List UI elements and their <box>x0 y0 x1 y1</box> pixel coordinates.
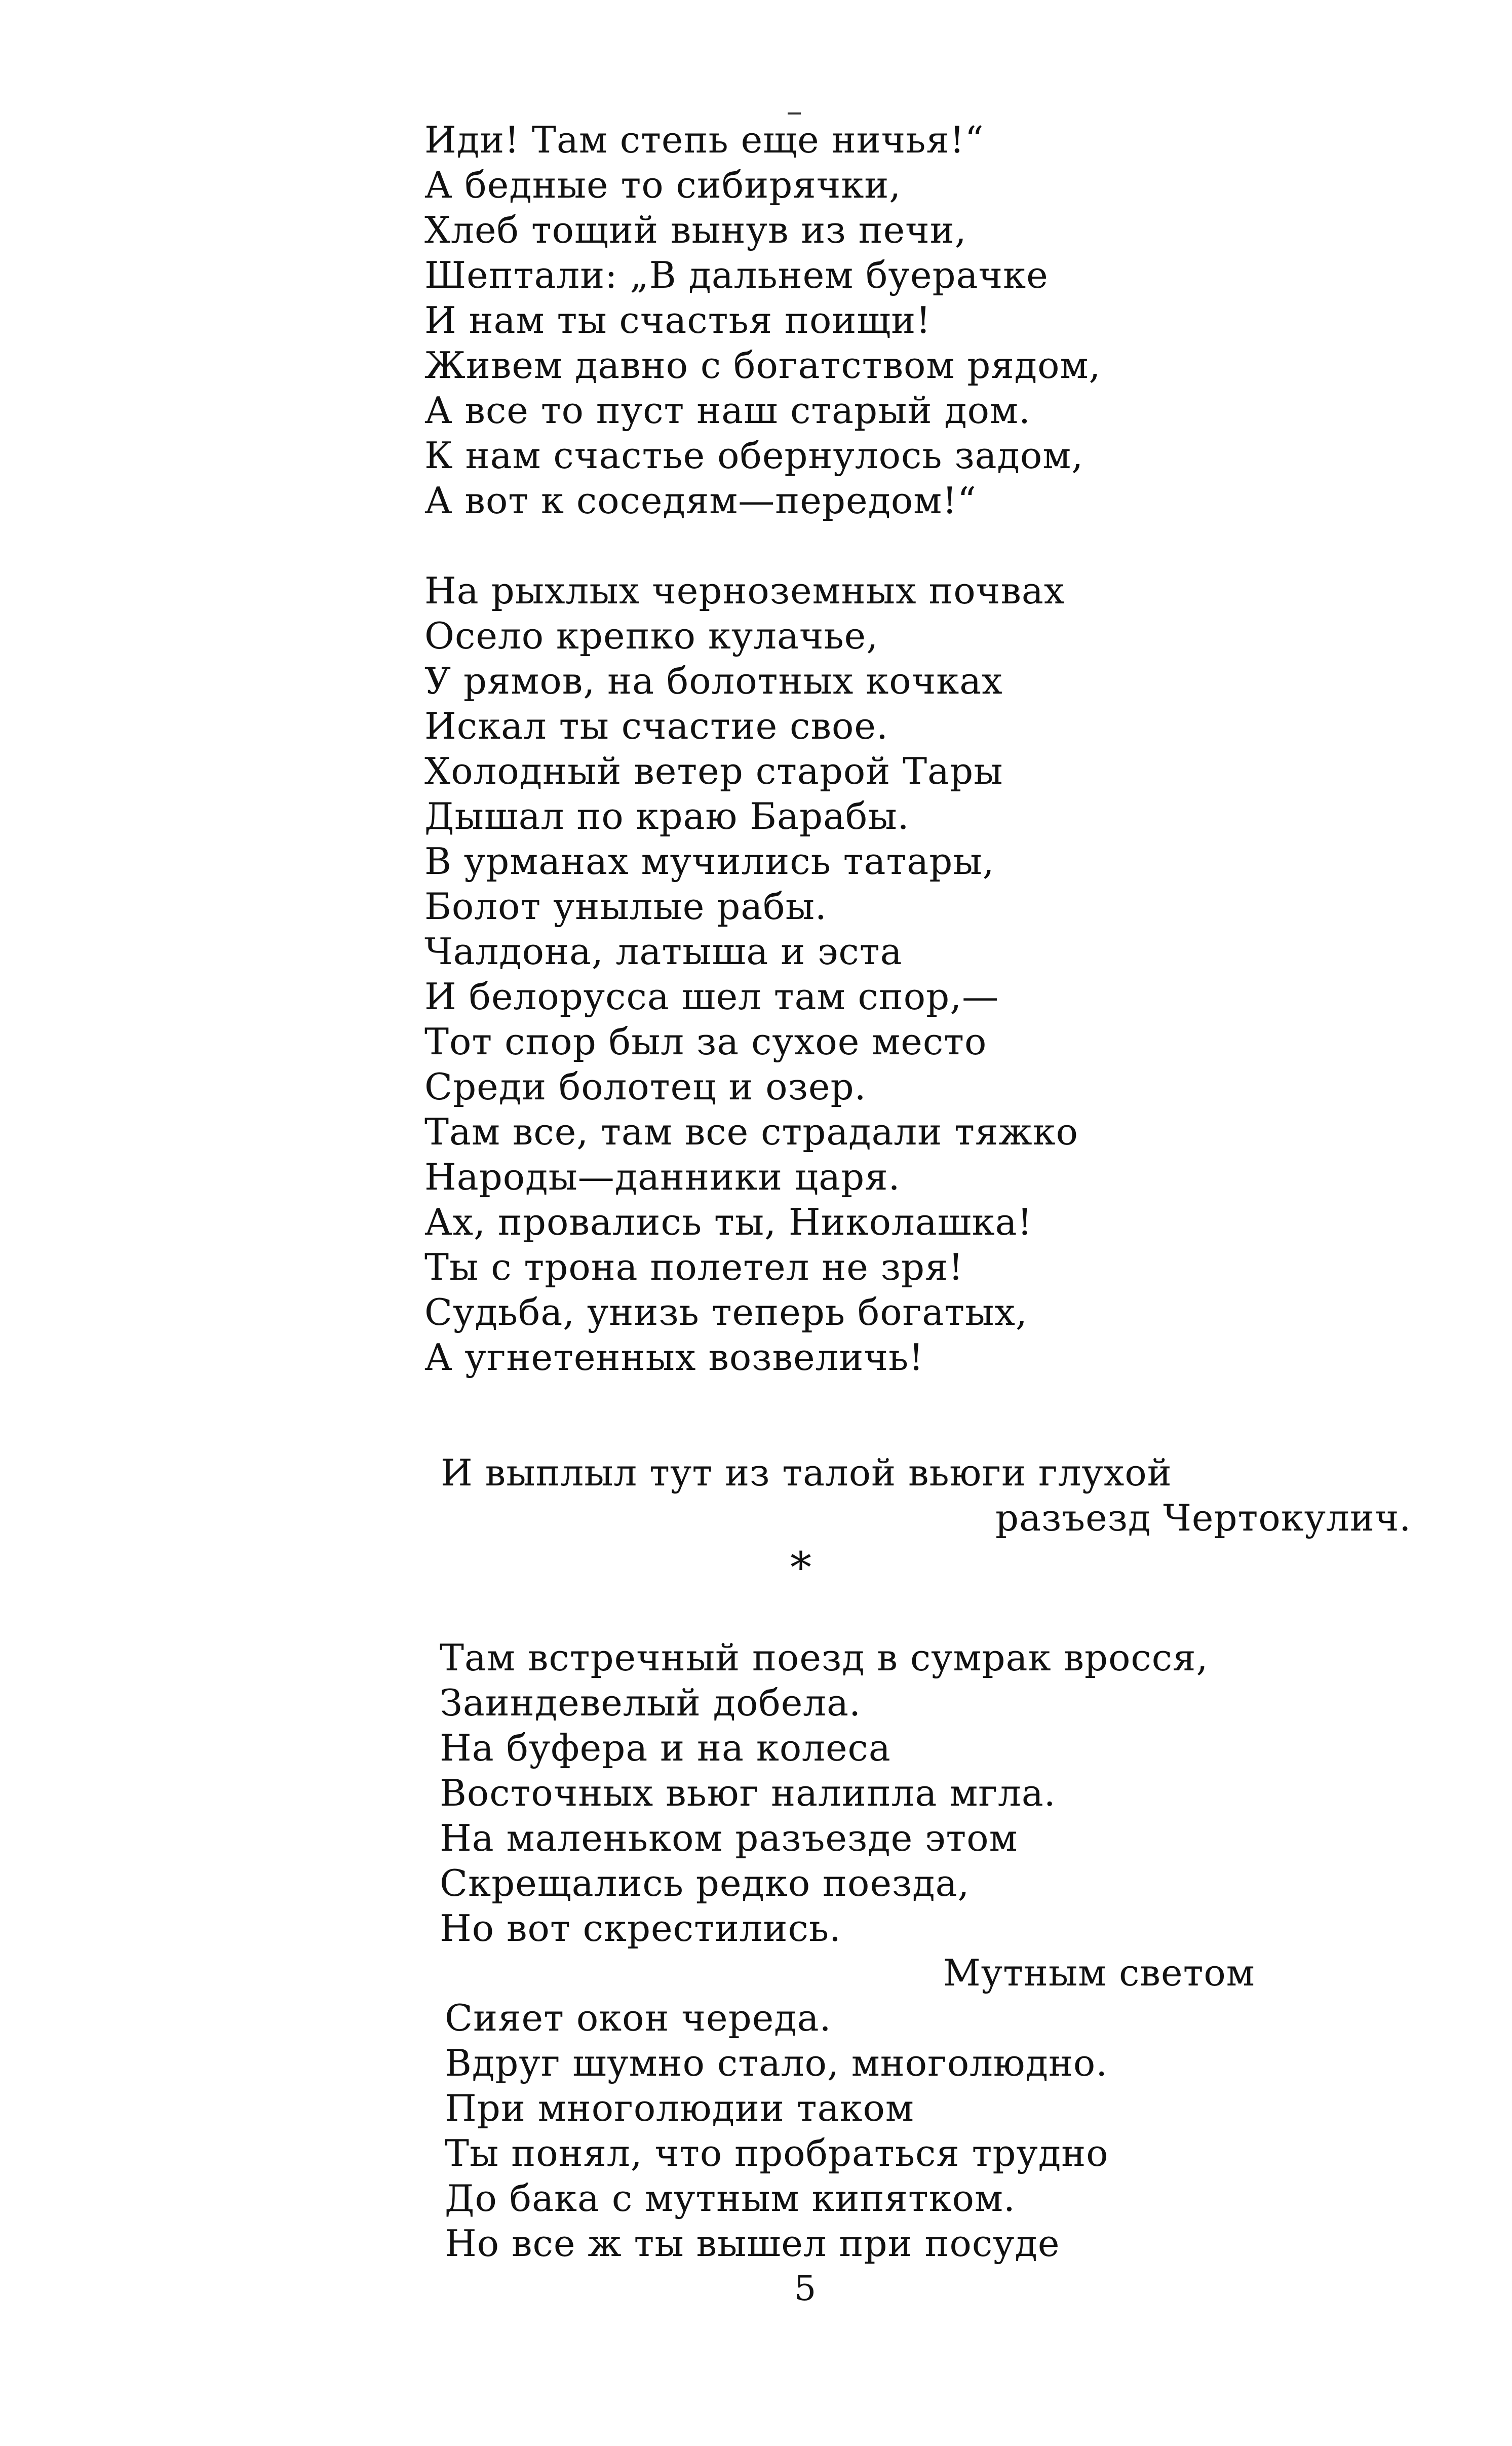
poem-line: До бака с мутным кипятком. <box>445 2177 1016 2220</box>
poem-line: И нам ты счастья поищи! <box>424 299 932 341</box>
poem-line: Но все ж ты вышел при посуде <box>445 2222 1060 2265</box>
poem-line: Искал ты счастие свое. <box>424 705 888 747</box>
page-number: 5 <box>794 2269 817 2309</box>
poem-line: Живем давно с богатством рядом, <box>424 344 1101 387</box>
poem-line: И белорусса шел там спор,— <box>424 975 999 1018</box>
poem-line: Чалдона, латыша и эста <box>424 930 903 973</box>
ink-mark <box>788 112 801 114</box>
poem-line: Сияет окон череда. <box>445 1997 832 2039</box>
stanza-2 <box>424 568 1078 1380</box>
poem-line: А угнетенных возвеличь! <box>424 1336 924 1379</box>
poem-line: Шептали: „В дальнем буерачке <box>424 254 1049 296</box>
poem-line: Осело крепко кулачье, <box>424 615 879 657</box>
poem-line: Дышал по краю Барабы. <box>424 795 910 837</box>
poem-line: На маленьком разъезде этом <box>440 1817 1018 1859</box>
poem-line: У рямов, на болотных кочках <box>424 660 1003 702</box>
stanza-1 <box>424 118 1101 523</box>
poem-line: Холодный ветер старой Тары <box>424 750 1003 792</box>
poem-line: Восточных вьюг налипла мгла. <box>440 1772 1056 1814</box>
poem-line: Судьба, унизь теперь богатых, <box>424 1291 1028 1333</box>
poem-line: При многолюдии таком <box>445 2087 914 2129</box>
poem-line: Народы—данники царя. <box>424 1156 901 1198</box>
poem-line: Там все, там все страдали тяжко <box>424 1111 1078 1153</box>
stanza-4-continued <box>445 1996 1109 2266</box>
poem-line: Ты с трона полетел не зря! <box>424 1246 964 1288</box>
poem-line: На буфера и на колеса <box>440 1727 891 1769</box>
poem-line: И выплыл тут из талой вьюги глухой <box>441 1451 1172 1494</box>
poem-line: К нам счастье обернулось задом, <box>424 434 1084 477</box>
poem-line: Хлеб тощий вынув из печи, <box>424 209 967 251</box>
stanza-4 <box>440 1635 1208 1951</box>
poem-line: Иди! Там степь еще ничья!“ <box>424 119 984 161</box>
section-divider-asterisk: * <box>790 1543 811 1592</box>
poem-line: А все то пуст наш старый дом. <box>424 389 1031 432</box>
poem-line: Скрещались редко поезда, <box>440 1862 970 1904</box>
poem-line: А бедные то сибирячки, <box>424 164 902 206</box>
poem-line: На рыхлых черноземных почвах <box>424 569 1065 612</box>
poem-line: Там встречный поезд в сумрак вросся, <box>440 1636 1209 1679</box>
poem-line: Ты понял, что пробраться трудно <box>445 2132 1109 2174</box>
poem-line: Болот унылые рабы. <box>424 885 827 928</box>
poem-line-indented: разъезд Чертокулич. <box>995 1497 1412 1539</box>
poem-line: Заиндевелый добела. <box>440 1681 861 1724</box>
poem-line-indented: Мутным светом <box>943 1952 1255 1994</box>
poem-line: А вот к соседям—передом!“ <box>424 479 977 522</box>
poem-line: Но вот скрестились. <box>440 1907 841 1950</box>
poem-line: Вдруг шумно стало, многолюдно. <box>445 2042 1108 2084</box>
poem-line: В урманах мучились татары, <box>424 840 995 883</box>
poem-line: Тот спор был за сухое место <box>424 1020 987 1063</box>
poem-line: Среди болотец и озер. <box>424 1065 867 1108</box>
stanza-3 <box>441 1450 1172 1496</box>
poem-line: Ах, провались ты, Николашка! <box>424 1201 1033 1243</box>
